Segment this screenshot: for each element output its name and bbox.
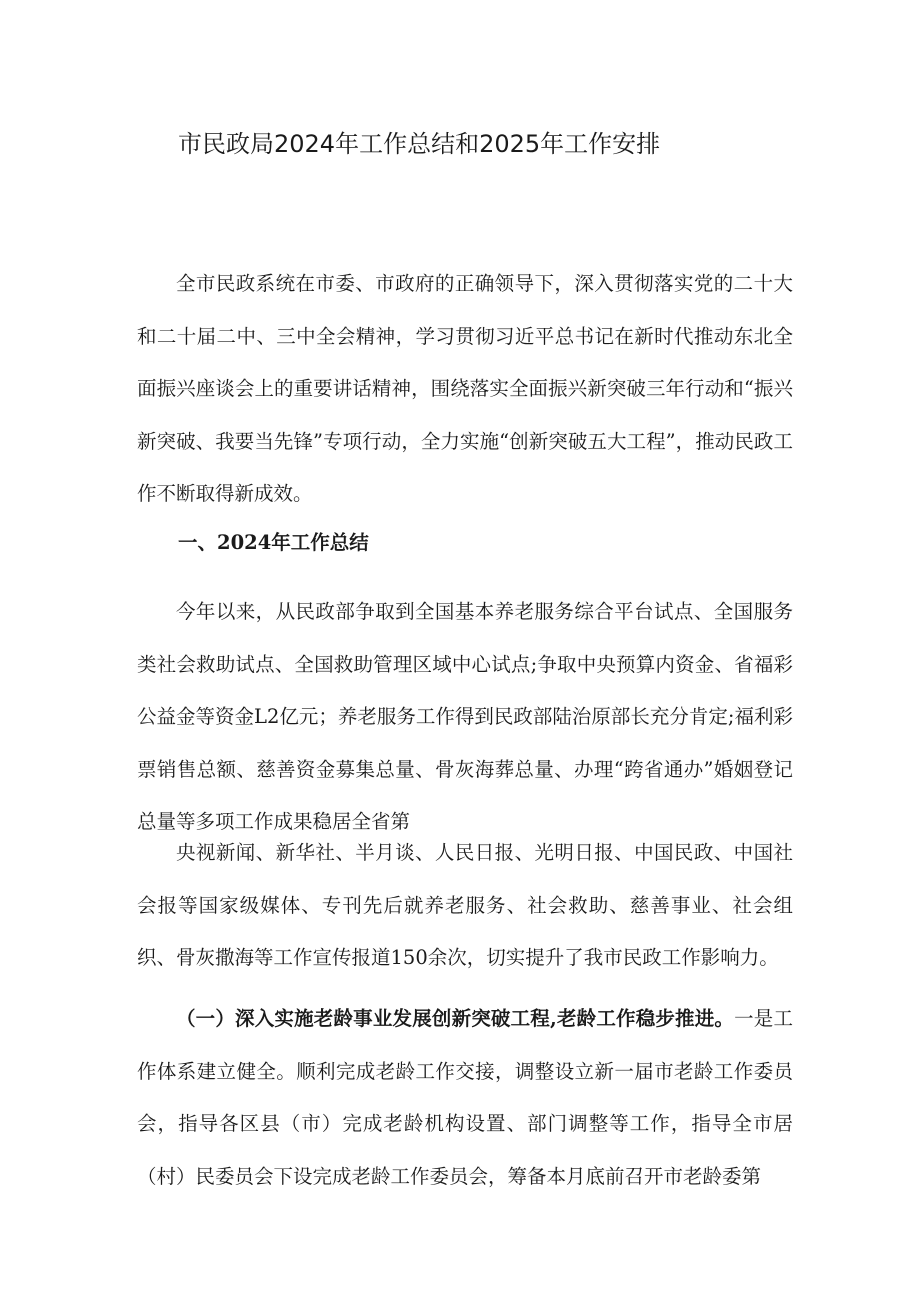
intro-paragraph: 全市民政系统在市委、市政府的正确领导下，深入贯彻落实党的二十大和二十届二中、三中全会精神，学习贯彻习近平总书记在新时代推动东北全面振兴座谈会上的重要讲话精神，围绕落实全面振兴新突破三年行动和“振兴新突破、我要当先锋”专项行动，全力实施“创新突破五大工程”，推动民政工作不断取得新成效。 (137, 272, 793, 506)
subsection-body-text: 一是工作体系建立健全。顺利完成老龄工作交接，调整设立新一届市老龄工作委员会，指导各区县（市）完成老龄机构设置、部门调整等工作，指导全市居（村）民委员会下设完成老龄工作委员会，筹备本月底前召开市老龄委第 (137, 1007, 793, 1188)
summary-paragraph-achievements: 今年以来，从民政部争取到全国基本养老服务综合平台试点、全国服务类社会救助试点、全国救助管理区域中心试点;争取中央预算内资金、省福彩公益金等资金L2亿元；养老服务工作得到民政部陆治原部长充分肯定;福利彩票销售总额、慈善资金募集总量、骨灰海葬总量、办理“跨省通办”婚姻登记总量等多项工作成果稳居全省第 (137, 600, 793, 834)
document-title: 市民政局2024年工作总结和2025年工作安排 (178, 130, 661, 158)
section-heading-2024-summary: 一、2024年工作总结 (178, 531, 369, 554)
subsection-lead-heading: （一）深入实施老龄事业发展创新突破工程,老龄工作稳步推进。 (176, 1007, 735, 1030)
subsection-paragraph-elderly-work (137, 993, 793, 1203)
summary-paragraph-media-coverage: 央视新闻、新华社、半月谈、人民日报、光明日报、中国民政、中国社会报等国家级媒体、专刊先后就养老服务、社会救助、慈善事业、社会组织、骨灰撒海等工作宣传报道150余次，切实提升了我市民政工作影响力。 (137, 841, 793, 970)
